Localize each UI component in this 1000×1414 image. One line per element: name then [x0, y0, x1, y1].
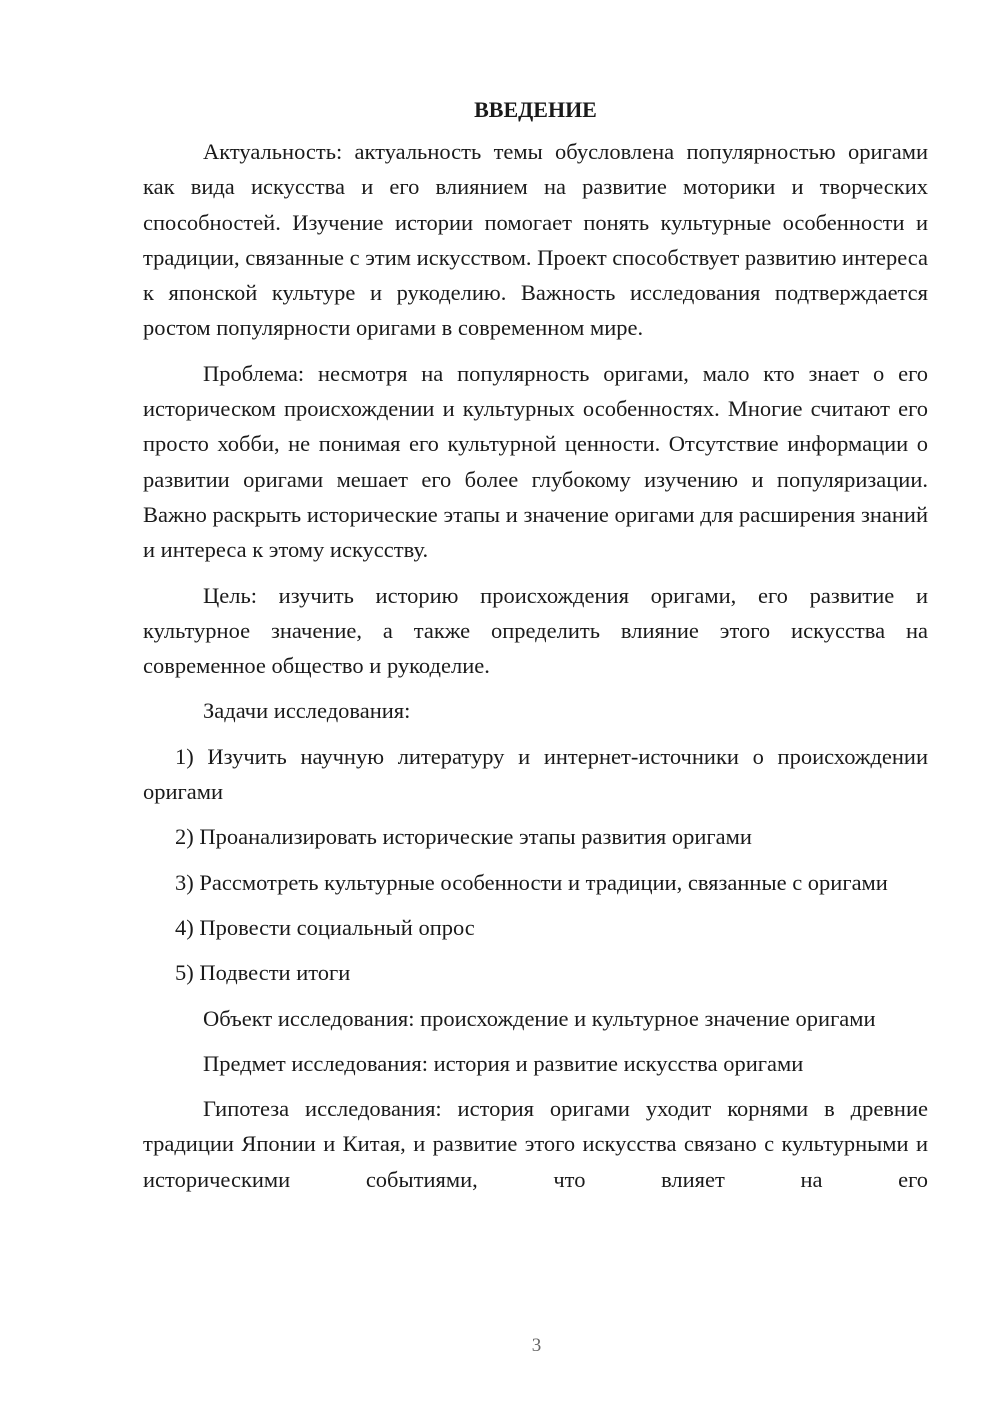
task-item-4: 4) Провести социальный опрос: [175, 914, 475, 940]
hypothesis-paragraph: Гипотеза исследования: история оригами уходит корнями в древние традиции Японии и Китая, и развитие этого искусства связано с культурными и историческими событиями, что влияет на его: [143, 1096, 928, 1192]
task-item-2: 2) Проанализировать исторические этапы развития оригами: [175, 824, 752, 850]
task-item-1: 1) Изучить научную литературу и интернет-источники о происхождении оригами: [143, 743, 928, 805]
tasks-title: Задачи исследования:: [203, 698, 411, 724]
page-number: 3: [531, 1335, 542, 1356]
object-paragraph: Объект исследования: происхождение и культурное значение оригами: [203, 1005, 876, 1031]
section-heading: ВВЕДЕНИЕ: [474, 97, 597, 122]
document-page: [143, 92, 928, 1197]
task-item-5: 5) Подвести итоги: [175, 960, 351, 986]
task-item-3: 3) Рассмотреть культурные особенности и традиции, связанные с оригами: [175, 869, 888, 895]
problem-paragraph: Проблема: несмотря на популярность оригами, мало кто знает о его историческом происхождении и культурных особенностях. Многие считают его просто хобби, не понимая его культурной ценности. Отсутствие информации о развитии оригами мешает его более глубокому изучению и популяризации. Важно раскрыть исторические этапы и значение оригами для расширения знаний и интереса к этому искусству.: [143, 360, 928, 563]
goal-paragraph: Цель: изучить историю происхождения оригами, его развитие и культурное значение, а также определить влияние этого искусства на современное общество и рукоделие.: [143, 582, 928, 679]
relevance-paragraph: Актуальность: актуальность темы обусловлена популярностью оригами как вида искусства и его влиянием на развитие моторики и творческих способностей. Изучение истории помогает понять культурные особенности и традиции, связанные с этим искусством. Проект способствует развитию интереса к японской культуре и рукоделию. Важность исследования подтверждается ростом популярности оригами в современном мире.: [143, 139, 928, 341]
subject-paragraph: Предмет исследования: история и развитие искусства оригами: [203, 1050, 804, 1076]
